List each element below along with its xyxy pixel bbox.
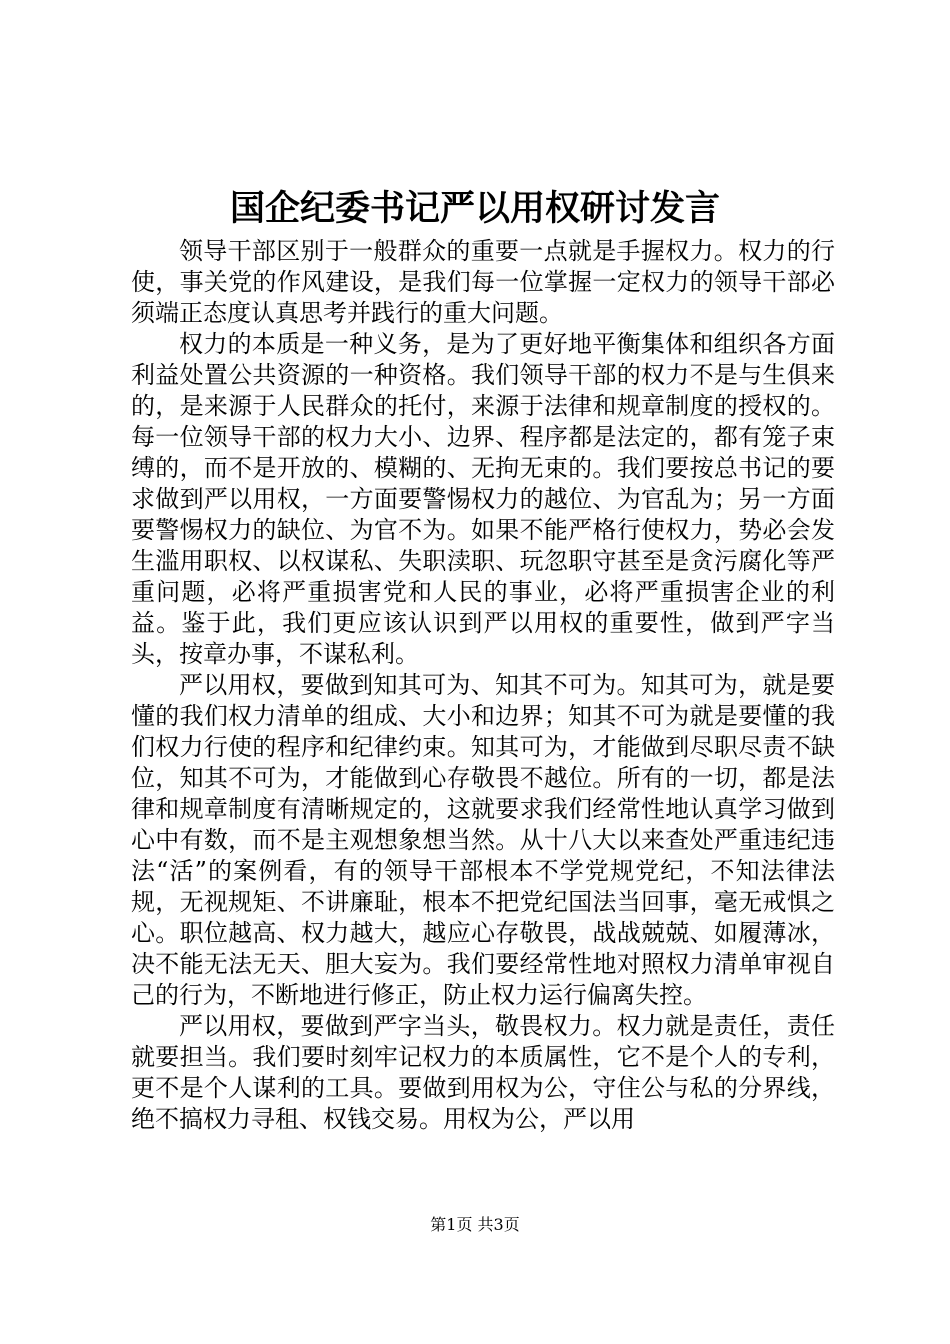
paragraph-1: 领导干部区别于一般群众的重要一点就是手握权力。权力的行使，事关党的作风建设，是我们每一位掌握一定权力的领导干部必须端正态度认真思考并践行的重大问题。 <box>131 237 835 327</box>
paragraph-4: 严以用权，要做到严字当头，敬畏权力。权力就是责任，责任就要担当。我们要时刻牢记权力的本质属性，它不是个人的专利，更不是个人谋利的工具。要做到用权为公，守住公与私的分界线，绝不搞权力寻租、权钱交易。用权为公，严以用 <box>131 1012 835 1133</box>
paragraph-2: 权力的本质是一种义务，是为了更好地平衡集体和组织各方面利益处置公共资源的一种资格。我们领导干部的权力不是与生俱来的，是来源于人民群众的托付，来源于法律和规章制度的授权的。每一位领导干部的权力大小、边界、程序都是法定的，都有笼子束缚的，而不是开放的、模糊的、无拘无束的。我们要按总书记的要求做到严以用权，一方面要警惕权力的越位、为官乱为；另一方面要警惕权力的缺位、为官不为。如果不能严格行使权力，势必会发生滥用职权、以权谋私、失职渎职、玩忽职守甚至是贪污腐化等严重问题，必将严重损害党和人民的事业，必将严重损害企业的利益。鉴于此，我们更应该认识到严以用权的重要性，做到严字当头，按章办事，不谋私利。 <box>131 330 835 668</box>
document-title: 国企纪委书记严以用权研讨发言 <box>229 189 720 229</box>
document-body <box>131 236 835 1135</box>
page-footer: 第1页 共3页 <box>430 1215 520 1234</box>
paragraph-3: 严以用权，要做到知其可为、知其不可为。知其可为，就是要懂的我们权力清单的组成、大小和边界；知其不可为就是要懂的我们权力行使的程序和纪律约束。知其可为，才能做到尽职尽责不缺位，知其不可为，才能做到心存敬畏不越位。所有的一切，都是法律和规章制度有清晰规定的，这就要求我们经常性地认真学习做到心中有数，而不是主观想象想当然。从十八大以来查处严重违纪违法“活”的案例看，有的领导干部根本不学党规党纪，不知法律法规，无视规矩、不讲廉耻，根本不把党纪国法当回事，毫无戒惧之心。职位越高、权力越大，越应心存敬畏，战战兢兢、如履薄冰，决不能无法无天、胆大妄为。我们要经常性地对照权力清单审视自己的行为，不断地进行修正，防止权力运行偏离失控。 <box>131 671 835 1009</box>
